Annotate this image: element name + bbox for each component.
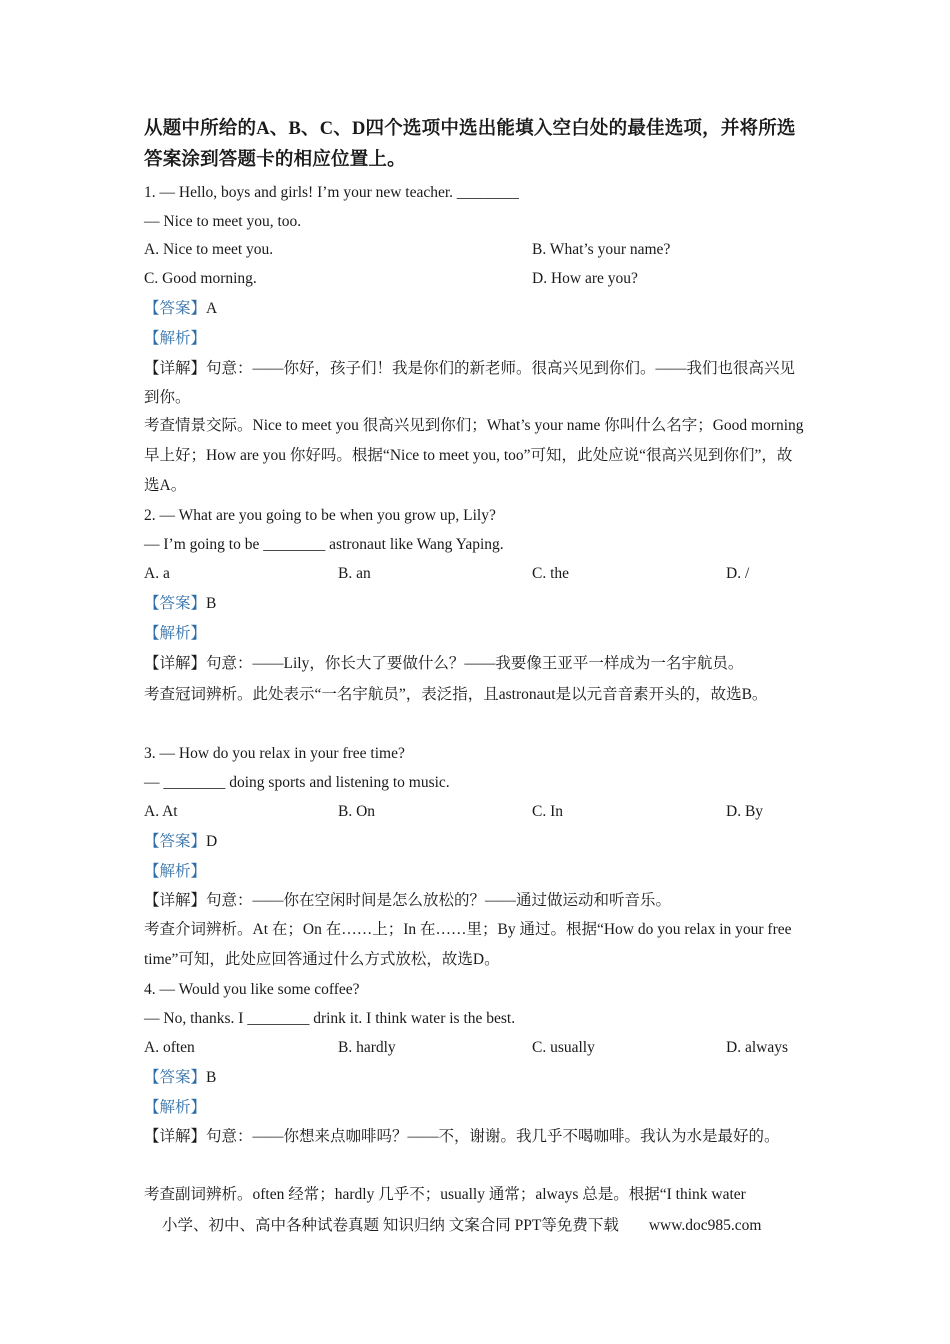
question-2-answer bbox=[144, 594, 804, 614]
question-4-answer bbox=[144, 1068, 804, 1088]
instruction-heading: 从题中所给的A、B、C、D四个选项中选出能填入空白处的最佳选项，并将所选答案涂到答题卡的相应位置上。 bbox=[144, 119, 796, 170]
detail-text: 句意：——你在空闲时间是怎么放松的？——通过做运动和听音乐。 bbox=[206, 892, 672, 909]
question-1-prompt: 1. — Hello, boys and girls! I’m your new teacher. ________ bbox=[144, 184, 519, 201]
answer-tag: 【答案】 bbox=[144, 595, 207, 612]
option-a: A. a bbox=[144, 565, 170, 582]
answer-value: B bbox=[206, 1069, 217, 1086]
option-b: B. On bbox=[338, 803, 376, 820]
question-2-analysis-tag: 【解析】 bbox=[144, 625, 207, 642]
answer-value: D bbox=[206, 833, 218, 850]
option-d: D. always bbox=[726, 1039, 788, 1056]
detail-tag: 【详解】 bbox=[144, 892, 207, 909]
question-4-analysis-tag: 【解析】 bbox=[144, 1099, 207, 1116]
detail-tag: 【详解】 bbox=[144, 655, 207, 672]
question-1-analysis-tag: 【解析】 bbox=[144, 330, 207, 347]
option-d: D. By bbox=[726, 803, 764, 820]
option-c: C. Good morning. bbox=[144, 270, 257, 287]
question-1-answer bbox=[144, 299, 804, 319]
answer-tag: 【答案】 bbox=[144, 1069, 207, 1086]
detail-text: 句意：——你好，孩子们！我是你们的新老师。很高兴见到你们。——我们也很高兴见到你。 bbox=[144, 360, 796, 406]
footer-text: 小学、初中、高中各种试卷真题 知识归纳 文案合同 PPT等免费下载 bbox=[162, 1217, 619, 1234]
question-3-reply: — ________ doing sports and listening to music. bbox=[144, 774, 450, 791]
option-a: A. At bbox=[144, 803, 178, 820]
question-2-detail-2: 考查冠词辨析。此处表示“一名宇航员”，表泛指，且astronaut是以元音音素开头的，故选B。 bbox=[144, 686, 768, 703]
answer-tag: 【答案】 bbox=[144, 833, 207, 850]
question-3-prompt: 3. — How do you relax in your free time? bbox=[144, 745, 405, 762]
question-4-reply: — No, thanks. I ________ drink it. I think water is the best. bbox=[144, 1010, 516, 1027]
option-d: D. How are you? bbox=[532, 270, 638, 287]
option-c: C. In bbox=[532, 803, 563, 820]
question-2-reply: — I’m going to be ________ astronaut like Wang Yaping. bbox=[144, 536, 504, 553]
question-3-answer bbox=[144, 832, 804, 852]
detail-text: 句意：——Lily，你长大了要做什么？——我要像王亚平一样成为一名宇航员。 bbox=[206, 655, 744, 672]
option-a: A. often bbox=[144, 1039, 195, 1056]
footer-url[interactable]: www.doc985.com bbox=[648, 1217, 762, 1234]
question-1-detail-2: 考查情景交际。Nice to meet you 很高兴见到你们；What’s your name 你叫什么名字；Good morning 早上好；How are you 你好吗。根据“Nice to meet you, too”可知，此处应说“很高兴见到你们”，故选A。 bbox=[144, 417, 804, 494]
question-2-detail-1 bbox=[144, 654, 804, 674]
option-c: C. usually bbox=[532, 1039, 595, 1056]
detail-tag: 【详解】 bbox=[144, 1128, 207, 1145]
question-3-detail-1 bbox=[144, 891, 804, 911]
question-4-prompt: 4. — Would you like some coffee? bbox=[144, 981, 360, 998]
question-1-detail-1 bbox=[144, 354, 804, 412]
question-2-prompt: 2. — What are you going to be when you grow up, Lily? bbox=[144, 507, 496, 524]
detail-text: 句意：——你想来点咖啡吗？——不，谢谢。我几乎不喝咖啡。我认为水是最好的。 bbox=[206, 1128, 780, 1145]
question-3-analysis-tag: 【解析】 bbox=[144, 863, 207, 880]
option-a: A. Nice to meet you. bbox=[144, 241, 274, 258]
option-d: D. / bbox=[726, 565, 750, 582]
option-b: B. hardly bbox=[338, 1039, 396, 1056]
question-3-detail-2: 考查介词辨析。At 在；On 在……上；In 在……里；By 通过。根据“How do you relax in your free time”可知，此处应回答通过什么方式放松，故选D。 bbox=[144, 921, 792, 968]
answer-value: B bbox=[206, 595, 217, 612]
answer-tag: 【答案】 bbox=[144, 300, 207, 317]
option-b: B. an bbox=[338, 565, 371, 582]
question-1-reply: — Nice to meet you, too. bbox=[144, 213, 302, 230]
page-footer bbox=[162, 1213, 761, 1235]
answer-value: A bbox=[206, 300, 218, 317]
option-c: C. the bbox=[532, 565, 570, 582]
question-4-detail-2: 考查副词辨析。often 经常；hardly 几乎不；usually 通常；always 总是。根据“I think water bbox=[144, 1186, 746, 1203]
question-4-detail-1 bbox=[144, 1123, 804, 1151]
option-b: B. What’s your name? bbox=[532, 241, 671, 258]
detail-tag: 【详解】 bbox=[144, 360, 207, 377]
